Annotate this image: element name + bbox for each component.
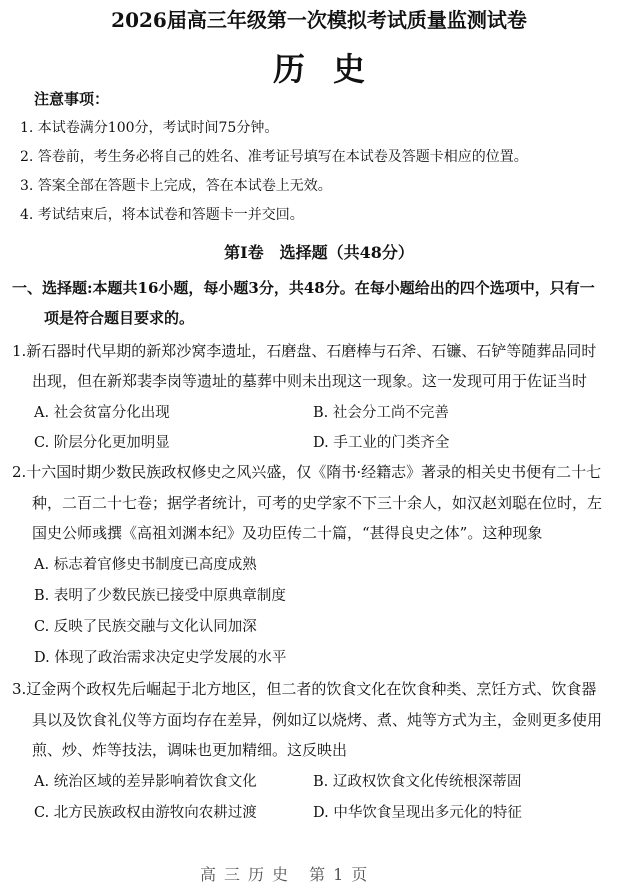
subject-title: 历史: [272, 50, 393, 88]
question-stem-line: 出现，但在新郑裴李岗等遗址的墓葬中则未出现这一现象。这一发现可用于佐证当时: [32, 372, 588, 390]
option-c: C. 北方民族政权由游牧向农耕过渡: [34, 805, 257, 821]
page-footer: 高三历史 第1页: [200, 865, 376, 884]
section-instruction-line2: 项是符合题目要求的。: [44, 309, 195, 327]
question-stem-line: 具以及饮食礼仪等方面均存在差异，例如辽以烧烤、煮、炖等方式为主，金则更多使用: [32, 711, 603, 729]
option-d: D. 手工业的门类齐全: [313, 435, 450, 451]
option-b: B. 社会分工尚不完善: [313, 405, 449, 421]
section-title: 第Ⅰ卷 选择题（共48分）: [224, 243, 414, 262]
option-c: C. 反映了民族交融与文化认同加深: [34, 619, 257, 635]
question-stem-line: 2.十六国时期少数民族政权修史之风兴盛，仅《隋书·经籍志》著录的相关史书便有二十七: [12, 463, 602, 481]
option-c: C. 阶层分化更加明显: [34, 435, 170, 451]
notes-heading: 注意事项：: [34, 90, 110, 108]
question-stem-line: 1.新石器时代早期的新郑沙窝李遗址，石磨盘、石磨棒与石斧、石镰、石铲等随葬品同时: [12, 342, 597, 360]
question-stem-line: 国史公师彧撰《高祖刘渊本纪》及功臣传二十篇，“甚得良史之体”。这种现象: [32, 524, 543, 542]
section-instruction-line1: 一、选择题:本题共16小题，每小题3分，共48分。在每小题给出的四个选项中，只有一: [12, 279, 595, 297]
option-d: D. 中华饮食呈现出多元化的特征: [313, 805, 522, 821]
option-a: A. 统治区域的差异影响着饮食文化: [34, 774, 257, 790]
question-stem-line: 种，二百二十七卷；据学者统计，可考的史学家不下三十余人，如汉赵刘聪在位时，左: [32, 494, 603, 512]
question-stem-line: 煎、炒、炸等技法，调味也更加精细。这反映出: [32, 741, 348, 759]
note-item: 4. 考试结束后，将本试卷和答题卡一并交回。: [20, 207, 304, 223]
option-a: A. 标志着官修史书制度已高度成熟: [34, 557, 257, 573]
question-stem-line: 3.辽金两个政权先后崛起于北方地区，但二者的饮食文化在饮食种类、烹饪方式、饮食器: [12, 680, 597, 698]
option-a: A. 社会贫富分化出现: [34, 405, 170, 421]
note-item: 3. 答案全部在答题卡上完成，答在本试卷上无效。: [20, 178, 332, 194]
option-b: B. 表明了少数民族已接受中原典章制度: [34, 588, 286, 604]
exam-title: 2026届高三年级第一次模拟考试质量监测试卷: [111, 8, 527, 32]
note-item: 1. 本试卷满分100分，考试时间75分钟。: [20, 120, 279, 136]
option-b: B. 辽政权饮食文化传统根深蒂固: [313, 774, 522, 790]
note-item: 2. 答卷前，考生务必将自己的姓名、准考证号填写在本试卷及答题卡相应的位置。: [20, 149, 528, 165]
option-d: D. 体现了政治需求决定史学发展的水平: [34, 650, 287, 666]
